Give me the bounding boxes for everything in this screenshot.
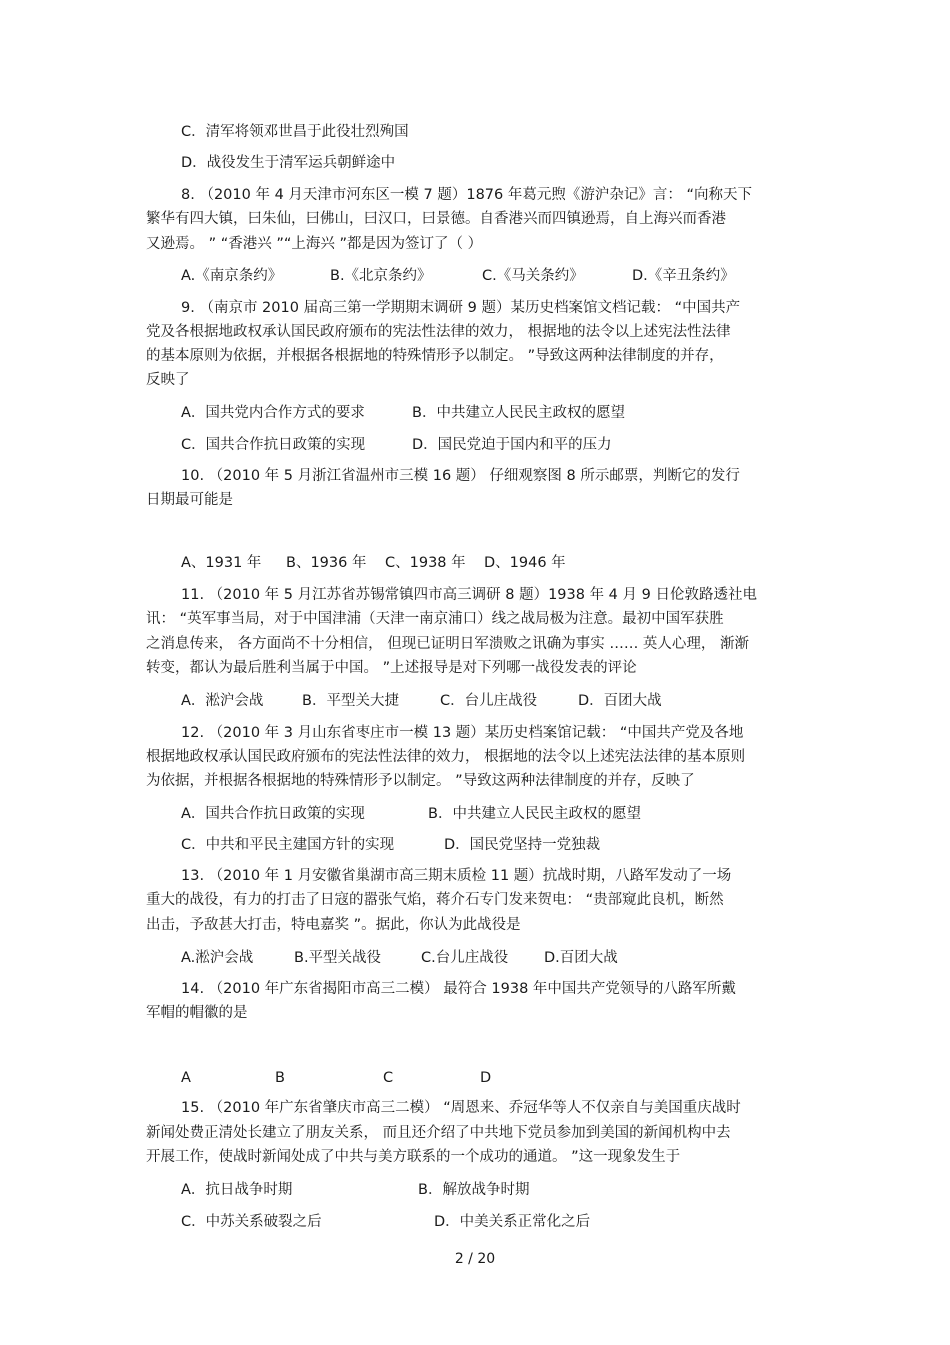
q9-option-b: B．中共建立人民民主政权的愿望 — [412, 405, 625, 421]
q10-stem-line-2: 日期最可能是 — [146, 492, 233, 508]
q11-option-b: B．平型关大捷 — [302, 693, 399, 709]
q10-option-c: C、1938 年 — [385, 555, 466, 571]
q10-option-d: D、1946 年 — [484, 555, 566, 571]
q11-option-a: A．淞沪会战 — [181, 693, 264, 709]
q12-stem-line-1: 12. （2010 年 3 月山东省枣庄市一模 13 题）某历史档案馆记载： “中国共产党及各地 — [181, 725, 744, 741]
q15-stem-line-2: 新闻处费正清处长建立了朋友关系， 而且还介绍了中共地下党员参加到美国的新闻机构中去 — [146, 1125, 731, 1141]
q8-option-b: B.《北京条约》 — [330, 268, 432, 284]
q9-stem-line-2: 党及各根据地政权承认国民政府颁布的宪法性法律的效力， 根据地的法令以上述宪法性法律 — [146, 324, 731, 340]
q12-option-b: B．中共建立人民民主政权的愿望 — [428, 806, 641, 822]
q13-stem-line-2: 重大的战役，有力的打击了日寇的嚣张气焰，蒋介石专门发来贺电： “贵部窥此良机，断然 — [146, 892, 724, 908]
q13-stem-line-3: 出击，予敌甚大打击，特电嘉奖 ”。据此，你认为此战役是 — [146, 917, 521, 933]
q15-option-b: B．解放战争时期 — [418, 1182, 530, 1198]
q8-option-a: A.《南京条约》 — [181, 268, 283, 284]
q15-option-c: C．中苏关系破裂之后 — [181, 1214, 322, 1230]
q9-option-d: D．国民党迫于国内和平的压力 — [412, 437, 612, 453]
q8-stem-line-1: 8. （2010 年 4 月天津市河东区一模 7 题）1876 年葛元煦《游沪杂记》言： “向称天下 — [181, 187, 752, 203]
q13-option-b: B.平型关战役 — [294, 950, 382, 966]
q9-option-c: C．国共合作抗日政策的实现 — [181, 437, 366, 453]
q13-option-d: D.百团大战 — [544, 950, 618, 966]
q14-option-c: C — [383, 1070, 394, 1086]
q7-option-c: C．清军将领邓世昌于此役壮烈殉国 — [181, 124, 409, 140]
q12-option-c: C．中共和平民主建国方针的实现 — [181, 837, 395, 853]
q14-stem-line-1: 14. （2010 年广东省揭阳市高三二模） 最符合 1938 年中国共产党领导的八路军所戴 — [181, 981, 736, 997]
q10-option-a: A、1931 年 — [181, 555, 262, 571]
q11-option-d: D．百团大战 — [578, 693, 662, 709]
q8-stem-line-3: 又逊焉。 ” “香港兴 ”“上海兴 ”都是因为签订了（ ） — [146, 236, 483, 252]
q10-stem-line-1: 10. （2010 年 5 月浙江省温州市三模 16 题） 仔细观察图 8 所示邮票，判断它的发行 — [181, 468, 740, 484]
q11-stem-line-2: 讯： “英军事当局，对于中国津浦（天津一南京浦口）线之战局极为注意。最初中国军获胜 — [146, 611, 724, 627]
q11-option-c: C．台儿庄战役 — [440, 693, 538, 709]
q14-option-b: B — [275, 1070, 285, 1086]
q8-option-d: D.《辛丑条约》 — [632, 268, 735, 284]
q9-option-a: A．国共党内合作方式的要求 — [181, 405, 365, 421]
q11-stem-line-1: 11. （2010 年 5 月江苏省苏锡常镇四市高三调研 8 题）1938 年 4 月 9 日伦敦路透社电 — [181, 587, 757, 603]
q13-stem-line-1: 13. （2010 年 1 月安徽省巢湖市高三期末质检 11 题）抗战时期，八路军发动了一场 — [181, 868, 732, 884]
q13-option-a: A.淞沪会战 — [181, 950, 254, 966]
q14-option-d: D — [480, 1070, 492, 1086]
q12-option-a: A．国共合作抗日政策的实现 — [181, 806, 365, 822]
q15-stem-line-3: 开展工作，使战时新闻处成了中共与美方联系的一个成功的通道。 ”这一现象发生于 — [146, 1149, 681, 1165]
q8-stem-line-2: 繁华有四大镇，曰朱仙，曰佛山，曰汉口，曰景德。自香港兴而四镇逊焉，自上海兴而香港 — [146, 211, 726, 227]
page-number: 2 / 20 — [454, 1251, 496, 1267]
q12-stem-line-3: 为依据，并根据各根据地的特殊情形予以制定。 ”导致这两种法律制度的并存，反映了 — [146, 773, 695, 789]
q11-stem-line-4: 转变，都认为最后胜利当属于中国。 ”上述报导是对下列哪一战役发表的评论 — [146, 660, 637, 676]
q8-option-c: C.《马关条约》 — [482, 268, 584, 284]
q14-option-a: A — [181, 1070, 191, 1086]
q10-option-b: B、1936 年 — [286, 555, 367, 571]
q14-stem-line-2: 军帽的帽徽的是 — [146, 1005, 248, 1021]
q12-stem-line-2: 根据地政权承认国民政府颁布的宪法性法律的效力， 根据地的法令以上述宪法法律的基本原则 — [146, 749, 746, 765]
q9-stem-line-1: 9. （南京市 2010 届高三第一学期期末调研 9 题）某历史档案馆文档记载： “中国共产 — [181, 300, 741, 316]
q12-option-d: D．国民党坚持一党独裁 — [444, 837, 601, 853]
q11-stem-line-3: 之消息传来， 各方面尚不十分相信， 但现已证明日军溃败之讯确为事实 …… 英人心理， 渐渐 — [146, 636, 750, 652]
q15-stem-line-1: 15. （2010 年广东省肇庆市高三二模） “周恩来、乔冠华等人不仅亲自与美国重庆战时 — [181, 1100, 741, 1116]
q9-stem-line-3: 的基本原则为依据，并根据各根据地的特殊情形予以制定。 ”导致这两种法律制度的并存， — [146, 348, 724, 364]
q7-option-d: D．战役发生于清军运兵朝鲜途中 — [181, 155, 396, 171]
q15-option-a: A．抗日战争时期 — [181, 1182, 293, 1198]
q9-stem-line-4: 反映了 — [146, 372, 190, 388]
q15-option-d: D．中美关系正常化之后 — [434, 1214, 591, 1230]
q13-option-c: C.台儿庄战役 — [421, 950, 509, 966]
